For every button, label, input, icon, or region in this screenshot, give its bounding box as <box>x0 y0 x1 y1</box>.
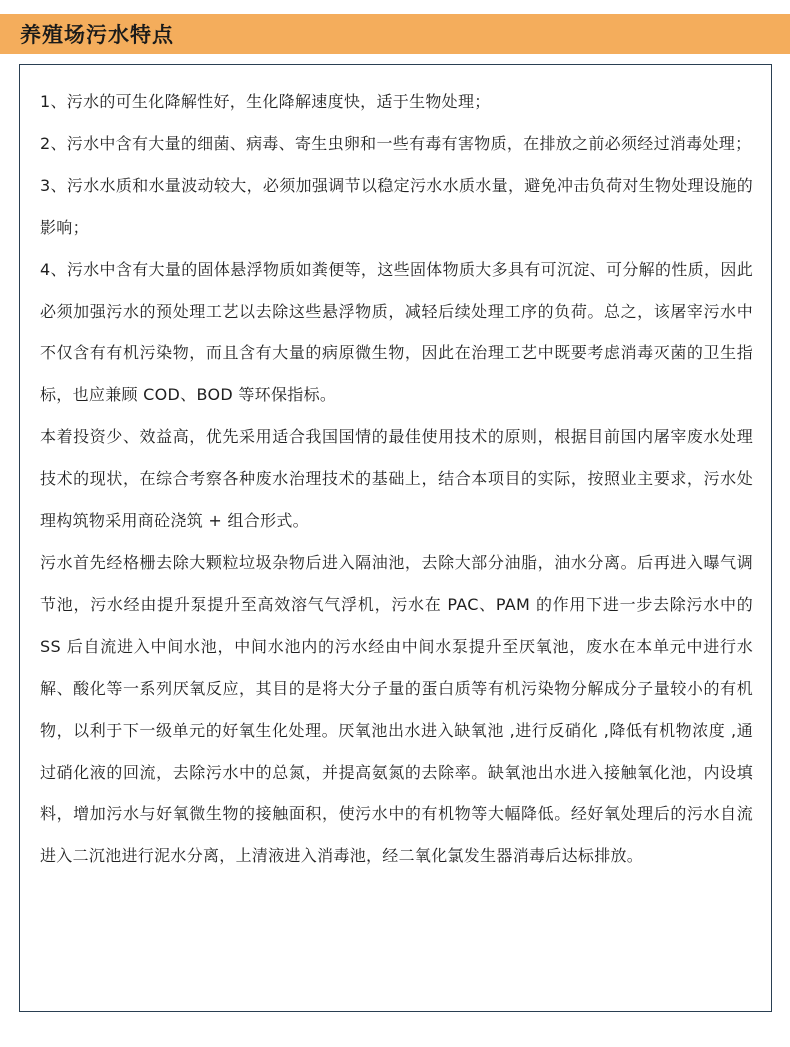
section-title: 养殖场污水特点 <box>20 23 174 47</box>
content-box <box>19 64 772 1012</box>
paragraph-process-flow: 污水首先经格栅去除大颗粒垃圾杂物后进入隔油池，去除大部分油脂，油水分离。后再进入曝气调节池，污水经由提升泵提升至高效溶气气浮机，污水在 PAC、PAM 的作用下进一步去除污水中的 SS 后自流进入中间水池，中间水池内的污水经由中间水泵提升至厌氧池，废水在本单元中进行水解、酸化等一系列厌氧反应，其目的是将大分子量的蛋白质等有机污染物分解成分子量较小的有机物，以利于下一级单元的好氧生化处理。厌氧池出水进入缺氧池 ,进行反硝化 ,降低有机物浓度 ,通过硝化液的回流，去除污水中的总氮，并提高氨氮的去除率。缺氧池出水进入接触氧化池，内设填料，增加污水与好氧微生物的接触面积，使污水中的有机物等大幅降低。经好氧处理后的污水自流进入二沉池进行泥水分离，上清液进入消毒池，经二氧化氯发生器消毒后达标排放。 <box>40 552 753 866</box>
paragraph-point-3: 3、污水水质和水量波动较大，必须加强调节以稳定污水水质水量，避免冲击负荷对生物处理设施的影响； <box>40 175 753 237</box>
paragraph-point-4: 4、污水中含有大量的固体悬浮物质如粪便等，这些固体物质大多具有可沉淀、可分解的性质，因此必须加强污水的预处理工艺以去除这些悬浮物质，减轻后续处理工序的负荷。总之，该屠宰污水中不仅含有有机污染物，而且含有大量的病原微生物，因此在治理工艺中既要考虑消毒灭菌的卫生指标，也应兼顾 COD、BOD 等环保指标。 <box>40 259 753 405</box>
paragraph-principle: 本着投资少、效益高，优先采用适合我国国情的最佳使用技术的原则，根据目前国内屠宰废水处理技术的现状，在综合考察各种废水治理技术的基础上，结合本项目的实际，按照业主要求，污水处理构筑物采用商砼浇筑 + 组合形式。 <box>40 427 753 531</box>
paragraph-point-2: 2、污水中含有大量的细菌、病毒、寄生虫卵和一些有毒有害物质，在排放之前必须经过消毒处理； <box>40 133 752 153</box>
section-header <box>0 14 790 54</box>
paragraph-point-1: 1、污水的可生化降解性好，生化降解速度快，适于生物处理； <box>40 92 491 111</box>
